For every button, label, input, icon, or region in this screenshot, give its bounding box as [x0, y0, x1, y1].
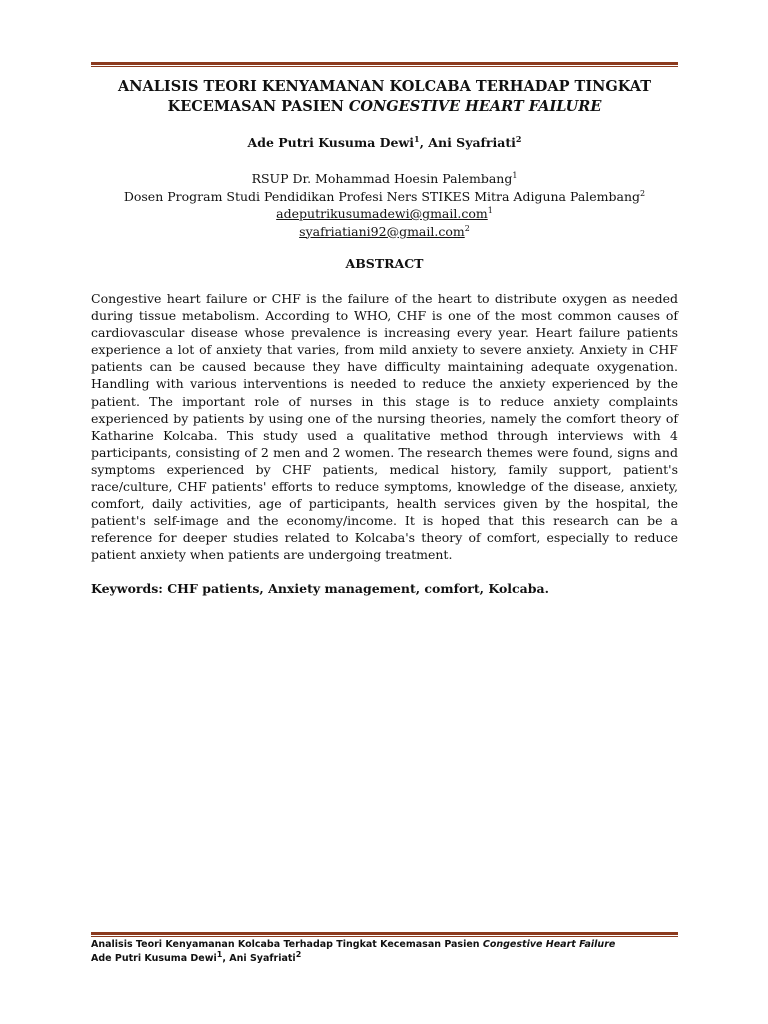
title-line1: ANALISIS TEORI KENYAMANAN KOLCABA TERHADAP TINGKAT	[117, 78, 652, 95]
affiliation-1-text: RSUP Dr. Mohammad Hoesin Palembang	[251, 171, 513, 186]
email-1-sup: 1	[487, 205, 493, 215]
author-2-sup: 2	[515, 133, 522, 144]
title-line2-plain: KECEMASAN PASIEN	[167, 98, 349, 115]
keywords: Keywords: CHF patients, Anxiety management, comfort, Kolcaba.	[91, 581, 549, 596]
author-separator: ,	[419, 135, 429, 150]
affiliation-2-text: Dosen Program Studi Pendidikan Profesi Ners STIKES Mitra Adiguna Palembang	[123, 188, 641, 204]
author-1-sup: 1	[413, 133, 420, 144]
footer-author-2: , Ani Syafriati	[222, 953, 296, 964]
email-2-link[interactable]: syafriatiani92@gmail.com	[299, 223, 465, 239]
title-line2-italic: CONGESTIVE HEART FAILURE	[348, 98, 602, 115]
footer-author-1: Ade Putri Kusuma Dewi	[91, 953, 217, 964]
email-2-sup: 2	[464, 223, 470, 233]
footer-line-2	[91, 949, 678, 966]
affiliation-1	[91, 170, 678, 188]
header-rule-thin	[91, 66, 678, 67]
paper-title	[91, 77, 678, 117]
footer-line-1	[91, 938, 678, 952]
affiliations-block	[91, 170, 678, 240]
email-2	[91, 223, 678, 241]
affiliation-2-sup: 2	[640, 188, 646, 198]
email-1	[91, 205, 678, 223]
footer-rule-thick	[91, 932, 678, 935]
abstract-heading: ABSTRACT	[345, 256, 424, 271]
header-rule-thick	[91, 62, 678, 65]
page-footer	[91, 938, 678, 966]
footer-title-plain: Analisis Teori Kenyamanan Kolcaba Terhadap Tingkat Kecemasan Pasien	[91, 939, 483, 950]
affiliation-2	[91, 188, 678, 206]
abstract-body: Congestive heart failure or CHF is the failure of the heart to distribute oxygen as needed during tissue metabolism. According to WHO, CHF is one of the most common causes of cardiovascular disease whose prevalence is increasing every year. Heart failure patients experience a lot of anxiety that varies, from mild anxiety to severe anxiety. Anxiety in CHF patients can be caused because they have difficulty maintaining adequate oxygenation. Handling with various interventions is needed to reduce the anxiety experienced by the patient. The important role of nurses in this stage is to reduce anxiety complaints experienced by patients by using one of the nursing theories, namely the comfort theory of Katharine Kolcaba. This study used a qualitative method through interviews with 4 participants, consisting of 2 men and 2 women. The research themes were found, signs and symptoms experienced by CHF patients, medical history, family support, patient's race/culture, CHF patients' efforts to reduce symptoms, knowledge of the disease, anxiety, comfort, daily activities, age of participants, health services given by the hospital, the patient's self-image and the economy/income. It is hoped that this research can be a reference for deeper studies related to Kolcaba's theory of comfort, especially to reduce patient anxiety when patients are undergoing treatment.	[91, 291, 678, 563]
footer-rule-thin	[91, 936, 678, 937]
email-1-link[interactable]: adeputrikusumadewi@gmail.com	[276, 206, 488, 221]
author-1: Ade Putri Kusuma Dewi	[247, 135, 414, 150]
author-2: Ani Syafriati	[428, 135, 516, 150]
footer-author-2-sup: 2	[295, 949, 302, 959]
affiliation-1-sup: 1	[512, 170, 518, 180]
author-line	[91, 135, 678, 150]
footer-title-italic: Congestive Heart Failure	[482, 939, 616, 950]
footer-author-1-sup: 1	[216, 949, 223, 959]
